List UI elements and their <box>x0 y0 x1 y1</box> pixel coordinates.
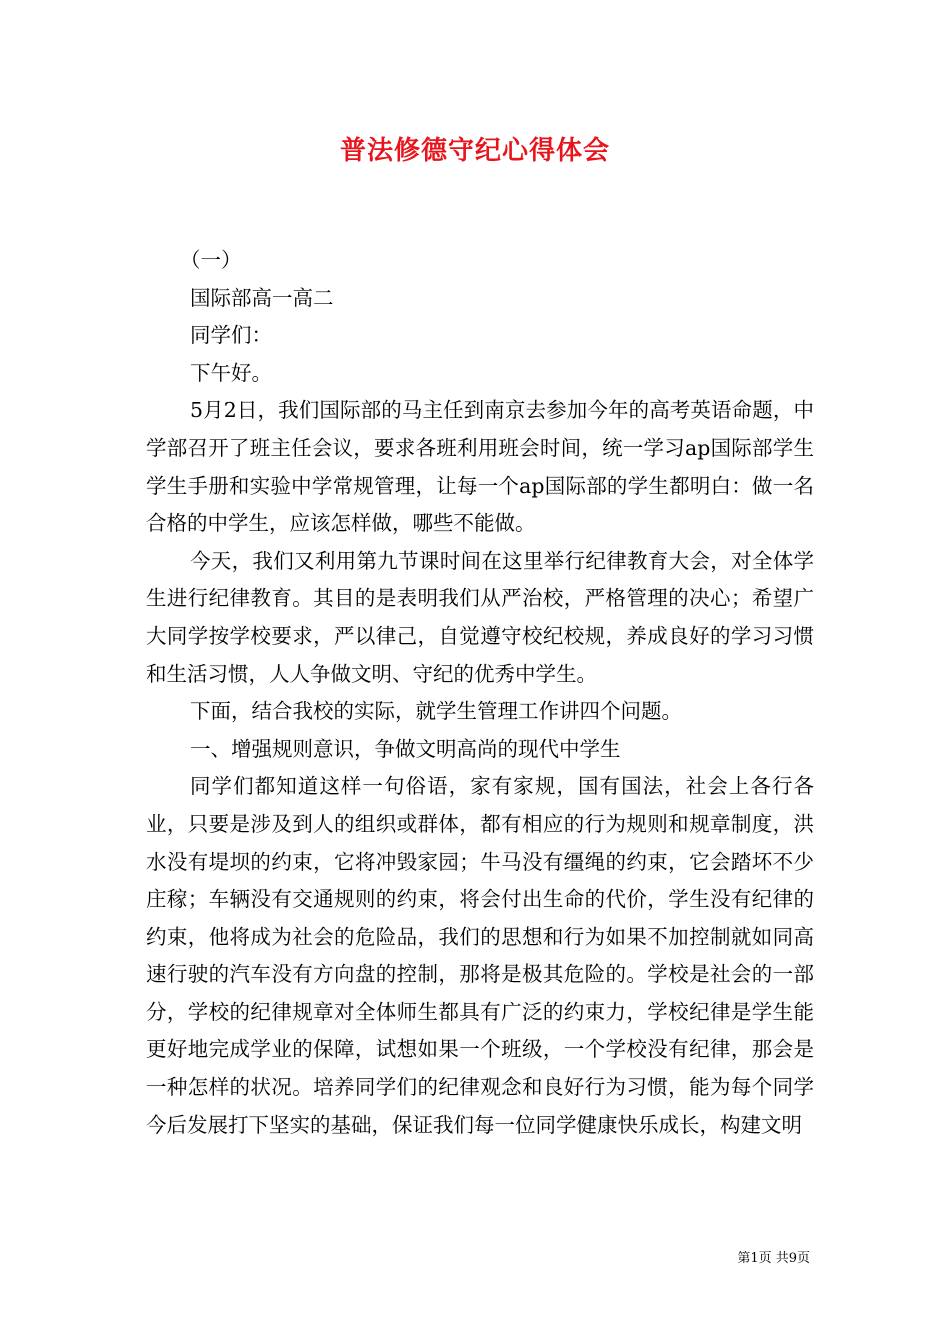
body-paragraph: 今天，我们又利用第九节课时间在这里举行纪律教育大会，对全体学生进行纪律教育。其目的是表明我们从严治校，严格管理的决心；希望广大同学按学校要求，严以律己，自觉遵守校纪校规，养成良好的学习习惯和生活习惯，人人争做文明、守纪的优秀中学生。 <box>146 548 814 686</box>
audience-line: 国际部高一高二 <box>190 285 334 310</box>
section-heading: 一、增强规则意识，争做文明高尚的现代中学生 <box>190 736 621 761</box>
page-number-footer: 第1页 共9页 <box>737 1251 810 1266</box>
document-title: 普法修德守纪心得体会 <box>339 136 610 166</box>
body-paragraph: 5月2日，我们国际部的马主任到南京去参加今年的高考英语命题，中学部召开了班主任会议，要求各班利用班会时间，统一学习ap国际部学生学生手册和实验中学常规管理，让每一个ap国际部的学生都明白：做一名合格的中学生，应该怎样做，哪些不能做。 <box>146 398 814 536</box>
body-paragraph: 同学们都知道这样一句俗语，家有家规，国有国法，社会上各行各业，只要是涉及到人的组织或群体，都有相应的行为规则和规章制度，洪水没有堤坝的约束，它将冲毁家园；牛马没有缰绳的约束，它会踏坏不少庄稼；车辆没有交通规则的约束，将会付出生命的代价，学生没有纪律的约束，他将成为社会的危险品，我们的思想和行为如果不加控制就如同高速行驶的汽车没有方向盘的控制，那将是极其危险的。学校是社会的一部分，学校的纪律规章对全体师生都具有广泛的约束力，学校纪律是学生能更好地完成学业的保障，试想如果一个班级，一个学校没有纪律，那会是一种怎样的状况。培养同学们的纪律观念和良好行为习惯，能为每个同学今后发展打下坚实的基础，保证我们每一位同学健康快乐成长，构建文明 <box>146 774 814 1137</box>
salutation: 同学们： <box>190 323 272 348</box>
document-body <box>146 242 814 1144</box>
greeting: 下午好。 <box>190 360 272 385</box>
body-paragraph: 下面，结合我校的实际，就学生管理工作讲四个问题。 <box>190 699 682 724</box>
section-number: （一） <box>180 248 242 272</box>
